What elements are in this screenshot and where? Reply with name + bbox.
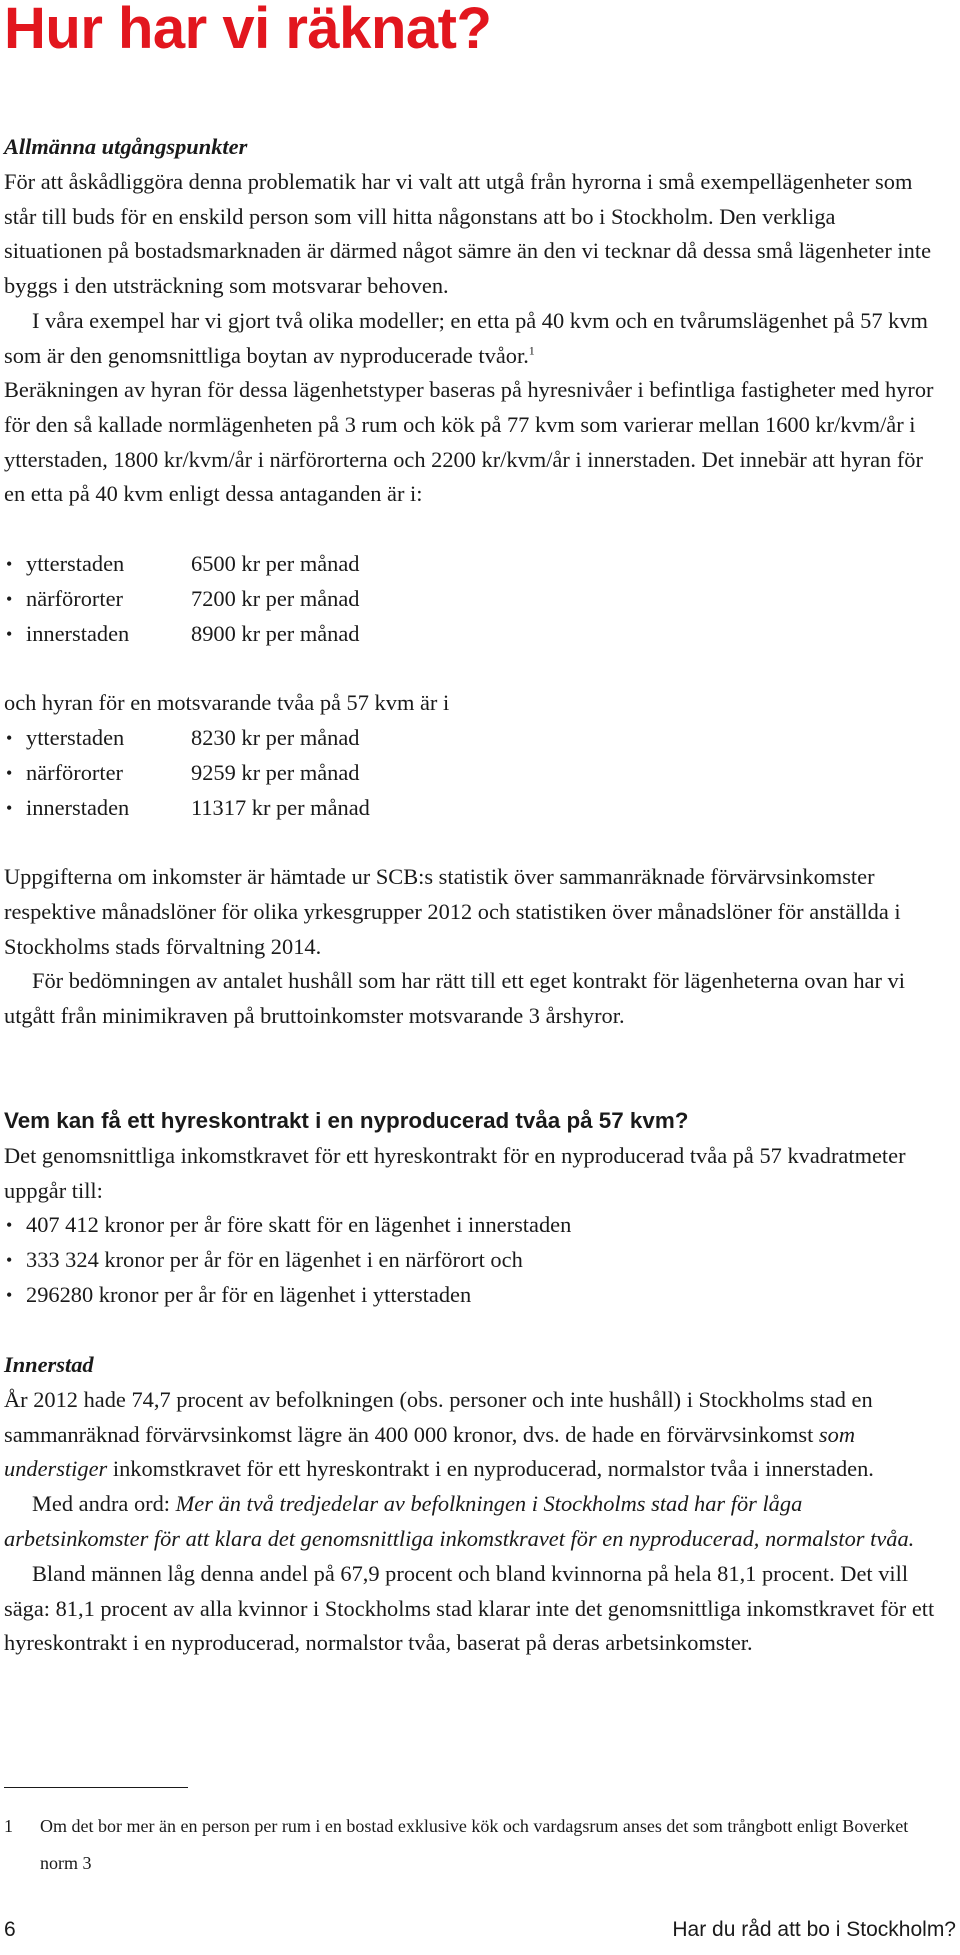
paragraph-rent-calc: Beräkningen av hyran för dessa lägenhetstyper baseras på hyresnivåer i befintliga fastigheter med hyror för den så kallade normlägenheten på 3 rum och kök på 77 kvm som varierar mellan 1600 kr/kvm/år i ytterstaden, 1800 kr/kvm/år i närförorterna och 2200 kr/kvm/år i innerstaden. Det innebär att hyran för en etta på 40 kvm enligt dessa antaganden är i: (4, 377, 934, 507)
paragraph: År 2012 hade 74,7 procent av befolkningen (obs. personer och inte hushåll) i Stockholms stad en sammanräknad förvärvsinkomst lägre än 400 000 kronor, dvs. de hade en förvärvsinkomst som understiger inkomstkravet för ett hyreskontrakt i en nyproducerad, normalstor tvåa i innerstaden. (4, 1386, 874, 1482)
paragraph-assessment: För bedömningen av antalet hushåll som har rätt till ett eget kontrakt för lägenheterna ovan har vi utgått från minimikraven på bruttoinkomster motsvarande 3 årshyror. (4, 968, 905, 1028)
footnote (4, 1808, 936, 1882)
list-item: • innerstaden 8900 kr per månad (4, 617, 936, 652)
paragraph: Med andra ord: Mer än två tredjedelar av befolkningen i Stockholms stad har för låga arbetsinkomster för att klara det genomsnittliga inkomstkravet för en nyproducerad, normalstor tvåa. (4, 1491, 915, 1551)
rent-list-two-room (4, 721, 936, 825)
paragraph: Bland männen låg denna andel på 67,9 procent och bland kvinnorna på hela 81,1 procent. Det vill säga: 81,1 procent av alla kvinnor i Stockholms stad klarar inte det genomsnittliga inkomstkravet för ett hyreskontrakt i en nyproducerad, normalstor tvåa, baserat på deras arbetsinkomster. (4, 1560, 935, 1656)
footnote-number: 1 (4, 1816, 13, 1836)
list-item: • närförorter 7200 kr per månad (4, 582, 936, 617)
running-footer-title: Har du råd att bo i Stockholm? (672, 1918, 956, 1941)
paragraph: För att åskådliggöra denna problematik har vi valt att utgå från hyrorna i små exempellägenheter som står till buds för en enskild person som vill hitta någonstans att bo i Stockholm. Den verkliga situationen på bostadsmarknaden är därmed något sämre än den vi tecknar då dessa små lägenheter inte byggs i den utsträckning som motsvarar behoven. (4, 168, 932, 299)
list-item: • innerstaden 11317 kr per månad (4, 791, 936, 826)
page-number: 6 (4, 1918, 16, 1941)
footnote-text: Om det bor mer än en person per rum i en bostad exklusive kök och vardagsrum anses det som trångbott enligt Boverket norm 3 (40, 1816, 909, 1873)
section-inner-city (4, 1348, 936, 1661)
section-heading-inner-city: Innerstad (4, 1352, 94, 1377)
page-title: Hur har vi räknat? (4, 0, 492, 61)
section-general (4, 130, 936, 304)
section-two-room (4, 1104, 936, 1313)
paragraph-income-source: Uppgifterna om inkomster är hämtade ur SCB:s statistik över sammanräknade förvärvsinkomster respektive månadslöner för olika yrkesgrupper 2012 och statistiken över månadslöner för anställda i Stockholms stads förvaltning 2014. (4, 864, 901, 959)
paragraph-two-room-intro: och hyran för en motsvarande tvåa på 57 kvm är i (4, 690, 450, 715)
paragraph: I våra exempel har vi gjort två olika modeller; en etta på 40 kvm och en tvårumslägenhet på 57 kvm som är den genomsnittliga boytan av nyproducerade tvåor. (4, 308, 928, 368)
rent-list-one-room (4, 547, 936, 651)
list-item: • 333 324 kronor per år för en lägenhet i en närförort och (4, 1243, 936, 1278)
income-requirement-list (4, 1208, 936, 1312)
paragraph: Det genomsnittliga inkomstkravet för ett hyreskontrakt för en nyproducerad tvåa på 57 kvadratmeter uppgår till: (4, 1142, 906, 1203)
list-item: • 296280 kronor per år för en lägenhet i ytterstaden (4, 1278, 936, 1313)
list-item: • ytterstaden 6500 kr per månad (4, 547, 936, 582)
section-heading-general: Allmänna utgångspunkter (4, 134, 248, 159)
list-item: • ytterstaden 8230 kr per månad (4, 721, 936, 756)
paragraph-models (4, 304, 936, 374)
list-item: • närförorter 9259 kr per månad (4, 756, 936, 791)
footnote-ref: 1 (528, 343, 535, 358)
list-item: • 407 412 kronor per år före skatt för en lägenhet i innerstaden (4, 1208, 936, 1243)
section-heading-two-room: Vem kan få ett hyreskontrakt i en nyproducerad tvåa på 57 kvm? (4, 1108, 689, 1133)
footnote-divider (4, 1787, 188, 1788)
